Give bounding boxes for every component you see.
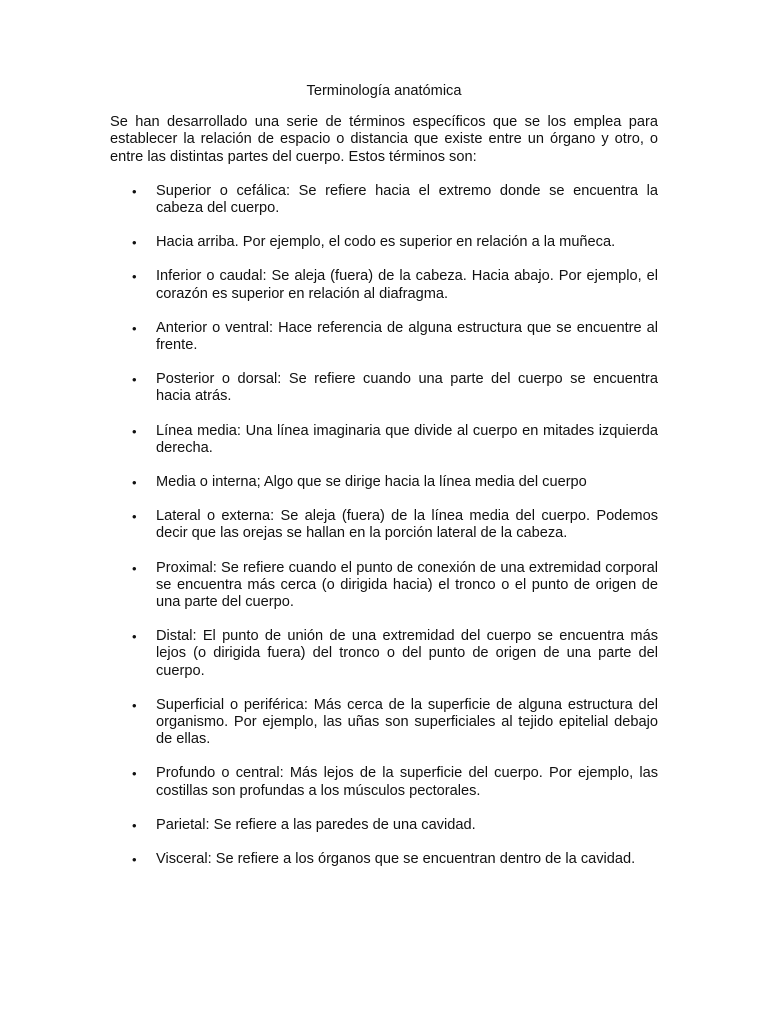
bullet-icon: • — [132, 852, 137, 868]
term-list-item — [110, 474, 658, 491]
term-list-item — [110, 320, 658, 354]
term-list-item — [110, 560, 658, 612]
term-text: Inferior o caudal: Se aleja (fuera) de la cabeza. Hacia abajo. Por ejemplo, el corazón es superior en relación al diafragma. — [156, 268, 658, 302]
bullet-icon: • — [132, 269, 137, 285]
term-text: Anterior o ventral: Hace referencia de alguna estructura que se encuentre al frente. — [156, 319, 658, 354]
bullet-icon: • — [132, 560, 137, 576]
term-text: Parietal: Se refiere a las paredes de una cavidad. — [156, 816, 476, 833]
document-page — [110, 83, 658, 885]
term-list-item — [110, 628, 658, 680]
term-text: Superior o cefálica: Se refiere hacia el extremo donde se encuentra la cabeza del cuerpo. — [156, 182, 658, 217]
bullet-icon: • — [132, 183, 137, 199]
term-list-item — [110, 234, 658, 251]
bullet-icon: • — [132, 235, 137, 251]
terms-list — [110, 183, 658, 868]
term-text: Línea media: Una línea imaginaria que divide al cuerpo en mitades izquierda derecha. — [156, 422, 658, 456]
term-text: Profundo o central: Más lejos de la superficie del cuerpo. Por ejemplo, las costillas son profundas a los músculos pectorales. — [156, 765, 658, 799]
term-text: Lateral o externa: Se aleja (fuera) de la línea media del cuerpo. Podemos decir que las orejas se hallan en la porción lateral de la cabeza. — [156, 508, 658, 542]
bullet-icon: • — [132, 423, 137, 439]
bullet-icon: • — [132, 475, 137, 491]
term-list-item — [110, 697, 658, 749]
term-text: Proximal: Se refiere cuando el punto de conexión de una extremidad corporal se encuentra más cerca (o dirigida hacia) el tronco o el punto de origen de una parte del cuerpo. — [156, 559, 658, 611]
bullet-icon: • — [132, 320, 137, 336]
term-list-item — [110, 423, 658, 457]
intro-paragraph: Se han desarrollado una serie de términos específicos que se los emplea para establecer la relación de espacio o distancia que existe entre un órgano y otro, o entre las distintas partes del cuerpo. Estos términos son: — [110, 114, 658, 165]
term-list-item — [110, 508, 658, 542]
bullet-icon: • — [132, 697, 137, 713]
bullet-icon: • — [132, 509, 137, 525]
term-list-item — [110, 765, 658, 799]
term-list-item — [110, 851, 658, 868]
term-text: Hacia arriba. Por ejemplo, el codo es superior en relación a la muñeca. — [156, 234, 616, 251]
term-text: Posterior o dorsal: Se refiere cuando una parte del cuerpo se encuentra hacia atrás. — [156, 371, 658, 405]
term-list-item — [110, 183, 658, 217]
term-text: Media o interna; Algo que se dirige hacia la línea media del cuerpo — [156, 474, 587, 491]
document-title: Terminología anatómica — [306, 83, 462, 99]
term-text: Distal: El punto de unión de una extremidad del cuerpo se encuentra más lejos (o dirigida fuera) del tronco o del punto de origen de una parte del cuerpo. — [156, 628, 658, 679]
bullet-icon: • — [132, 766, 137, 782]
term-text: Visceral: Se refiere a los órganos que se encuentran dentro de la cavidad. — [156, 851, 636, 868]
bullet-icon: • — [132, 817, 137, 833]
bullet-icon: • — [132, 372, 137, 388]
term-list-item — [110, 268, 658, 302]
bullet-icon: • — [132, 629, 137, 645]
term-list-item — [110, 817, 658, 834]
term-list-item — [110, 371, 658, 405]
term-text: Superficial o periférica: Más cerca de la superficie de alguna estructura del organismo. Por ejemplo, las uñas son superficiales al tejido epitelial debajo de ellas. — [156, 696, 658, 748]
